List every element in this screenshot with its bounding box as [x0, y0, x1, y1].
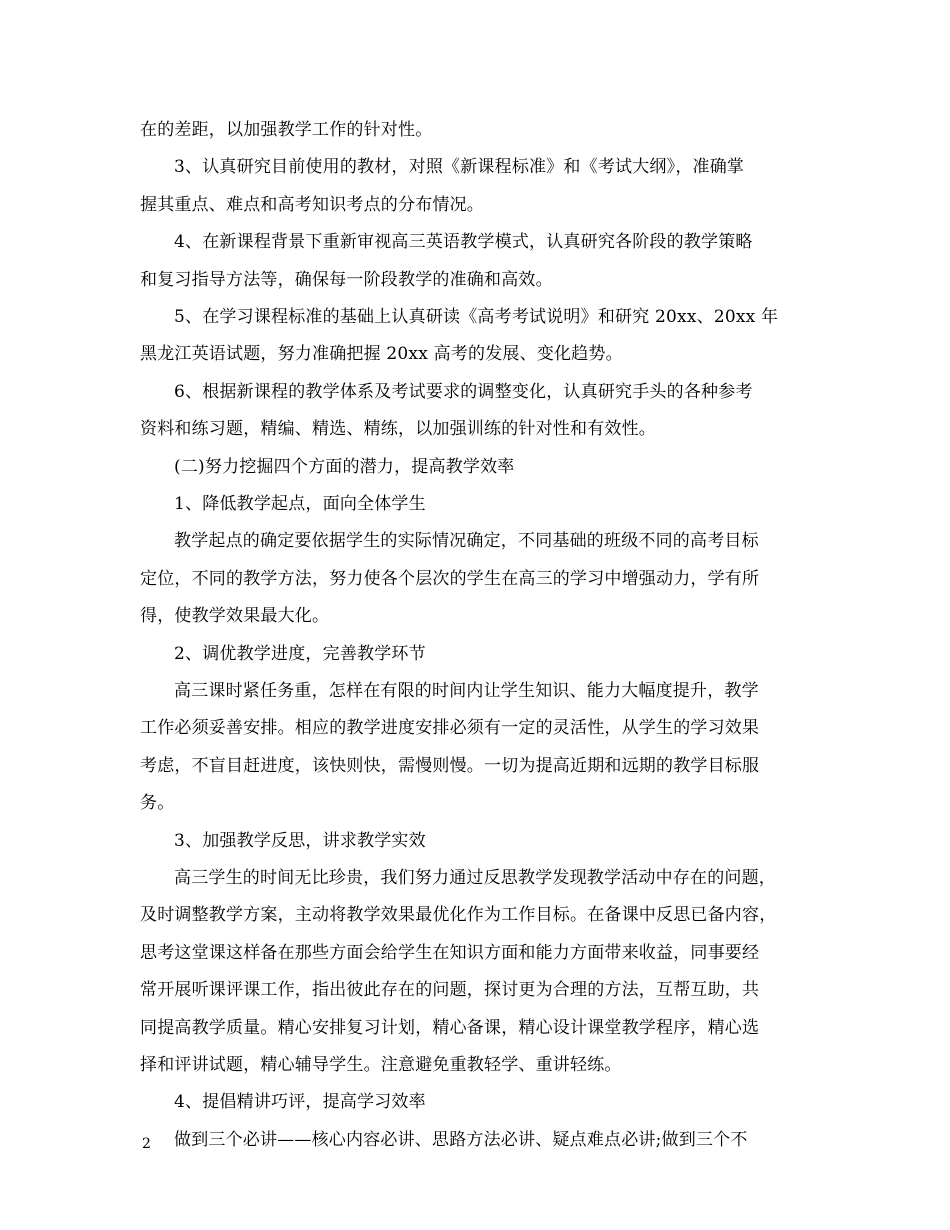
subheading: 2、调优教学进度，完善教学环节 [174, 643, 426, 664]
text-line: 务。 [140, 793, 175, 814]
text-line: 定位，不同的教学方法，努力使各个层次的学生在高三的学习中增强动力，学有所 [140, 568, 760, 589]
text-line: 考虑，不盲目赶进度，该快则快，需慢则慢。一切为提高近期和远期的教学目标服 [140, 755, 760, 776]
text-line: 及时调整教学方案，主动将教学效果最优化作为工作目标。在备课中反思已备内容， [140, 905, 777, 926]
text-line: 做到三个必讲——核心内容必讲、思路方法必讲、疑点难点必讲;做到三个不 [174, 1129, 748, 1150]
text-line: 同提高教学质量。精心安排复习计划，精心备课，精心设计课堂教学程序，精心选 [140, 1017, 760, 1038]
text-line: 黑龙江英语试题，努力准确把握 20xx 高考的发展、变化趋势。 [140, 344, 623, 365]
text-line: 4、在新课程背景下重新审视高三英语教学模式，认真研究各阶段的教学策略 [174, 232, 753, 253]
text-line: 得，使教学效果最大化。 [140, 606, 330, 627]
subheading: 1、降低教学起点，面向全体学生 [174, 494, 426, 514]
text-line: 6、根据新课程的教学体系及考试要求的调整变化，认真研究手头的各种参考 [174, 381, 753, 402]
text-line: 工作必须妥善安排。相应的教学进度安排必须有一定的灵活性，从学生的学习效果 [140, 718, 760, 739]
text-line: 教学起点的确定要依据学生的实际情况确定，不同基础的班级不同的高考目标 [174, 531, 759, 552]
text-line: 高三课时紧任务重，怎样在有限的时间内让学生知识、能力大幅度提升，教学 [174, 681, 759, 701]
text-line: 择和评讲试题，精心辅导学生。注意避免重教轻学、重讲轻练。 [140, 1055, 622, 1075]
text-line: 常开展听课评课工作，指出彼此存在的问题，探讨更为合理的方法，互帮互助，共 [140, 980, 760, 1001]
text-line: 资料和练习题，精编、精选、精练，以加强训练的针对性和有效性。 [140, 419, 656, 440]
text-line: 在的差距，以加强教学工作的针对性。 [140, 120, 433, 140]
text-line: 握其重点、难点和高考知识考点的分布情况。 [140, 194, 484, 215]
text-line: 思考这堂课这样备在那些方面会给学生在知识方面和能力方面带来收益，同事要经 [140, 942, 760, 963]
text-line: 高三学生的时间无比珍贵，我们努力通过反思教学发现教学活动中存在的问题， [174, 868, 776, 888]
page-number: 2 [142, 1136, 151, 1152]
text-line: 3、认真研究目前使用的教材，对照《新课程标准》和《考试大纲》，准确掌 [174, 157, 745, 178]
subheading: 3、加强教学反思，讲求教学实效 [174, 830, 426, 851]
text-line: 5、在学习课程标准的基础上认真研读《高考考试说明》和研究 20xx、20xx 年 [174, 307, 779, 327]
subheading: 4、提倡精讲巧评，提高学习效率 [174, 1092, 426, 1113]
text-line: 和复习指导方法等，确保每一阶段教学的准确和高效。 [140, 269, 553, 290]
section-heading: (二)努力挖掘四个方面的潜力，提高教学效率 [174, 456, 515, 477]
